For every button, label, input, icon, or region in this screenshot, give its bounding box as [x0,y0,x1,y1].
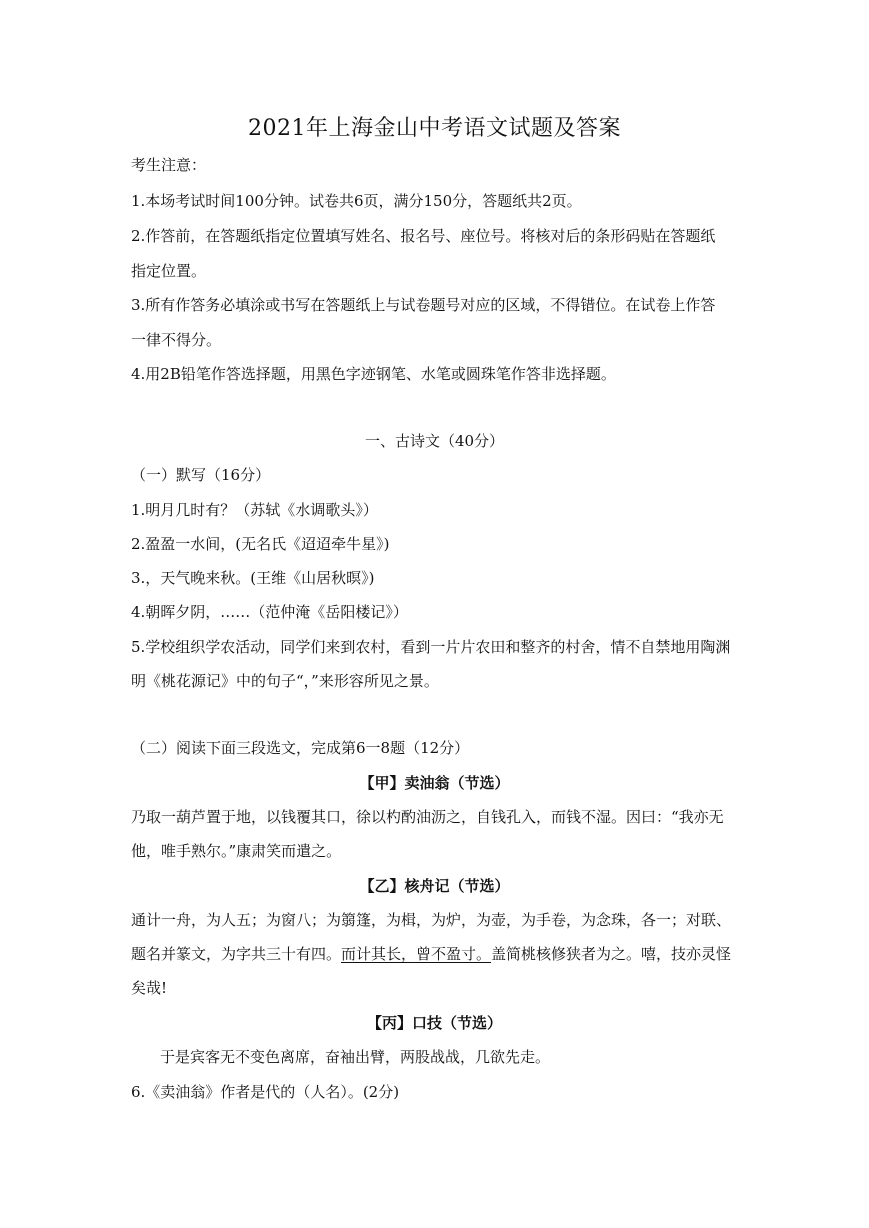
notice-item: 2.作答前，在答题纸指定位置填写姓名、报名号、座位号。将核对后的条形码贴在答题纸 [131,227,716,245]
passage-title: 【甲】卖油翁（节选） [359,774,510,792]
passage-line: 矣哉! [131,979,168,997]
notice-item: 一律不得分。 [131,331,222,349]
passage-text: 题名并篆文，为字共三十有四。 [131,945,342,963]
passage-title: 【乙】核舟记（节选） [359,877,510,895]
passage-line: 乃取一葫芦置于地，以钱覆其口，徐以杓酌油沥之，自钱孔入，而钱不湿。因曰：“我亦无 [131,808,724,826]
question-3: 3.，天气晚来秋。(王维《山居秋暝》) [131,569,375,587]
part-heading: （一）默写（16分） [131,466,271,484]
underlined-sentence: 而计其长，曾不盈寸。 [341,945,492,963]
section-heading: 一、古诗文（40分） [364,432,505,450]
passage-text: 盖简桃核修狭者为之。嘻，技亦灵怪 [491,945,732,963]
question-6: 6.《卖油翁》作者是代的（人名）。(2分) [131,1083,400,1101]
notice-heading: 考生注意： [131,156,207,174]
passage-line: 于是宾客无不变色离席，奋袖出臂，两股战战，几欲先走。 [160,1048,551,1066]
notice-item: 4.用2B铅笔作答选择题，用黑色字迹钢笔、水笔或圆珠笔作答非选择题。 [131,365,616,383]
question-5-cont: 明《桃花源记》中的句子“，”来形容所见之景。 [131,672,439,690]
notice-item: 指定位置。 [131,262,207,280]
question-2: 2.盈盈一水间，(无名氏《迢迢牵牛星》) [131,535,390,553]
passage-title: 【丙】口技（节选） [366,1014,502,1032]
question-1: 1.明月几时有？（苏轼《水调歌头》） [131,501,378,519]
passage-line: 通计一舟，为人五；为窗八；为篛篷，为楫，为炉，为壶，为手卷，为念珠，各一；对联、 [131,911,732,929]
question-5: 5.学校组织学农活动，同学们来到农村，看到一片片农田和整齐的村舍，情不自禁地用陶渊 [131,638,731,656]
passage-line [131,942,741,966]
notice-item: 1.本场考试时间100分钟。试卷共6页，满分150分，答题纸共2页。 [131,192,582,210]
page-title: 2021年上海金山中考语文试题及答案 [248,116,621,141]
notice-item: 3.所有作答务必填涂或书写在答题纸上与试卷题号对应的区域，不得错位。在试卷上作答 [131,296,716,314]
question-4: 4.朝晖夕阴，……（范仲淹《岳阳楼记》） [131,603,408,621]
passage-line: 他，唯手熟尔。”康肃笑而遣之。 [131,842,342,860]
part-heading: （二）阅读下面三段选文，完成第6一8题（12分） [131,739,470,757]
